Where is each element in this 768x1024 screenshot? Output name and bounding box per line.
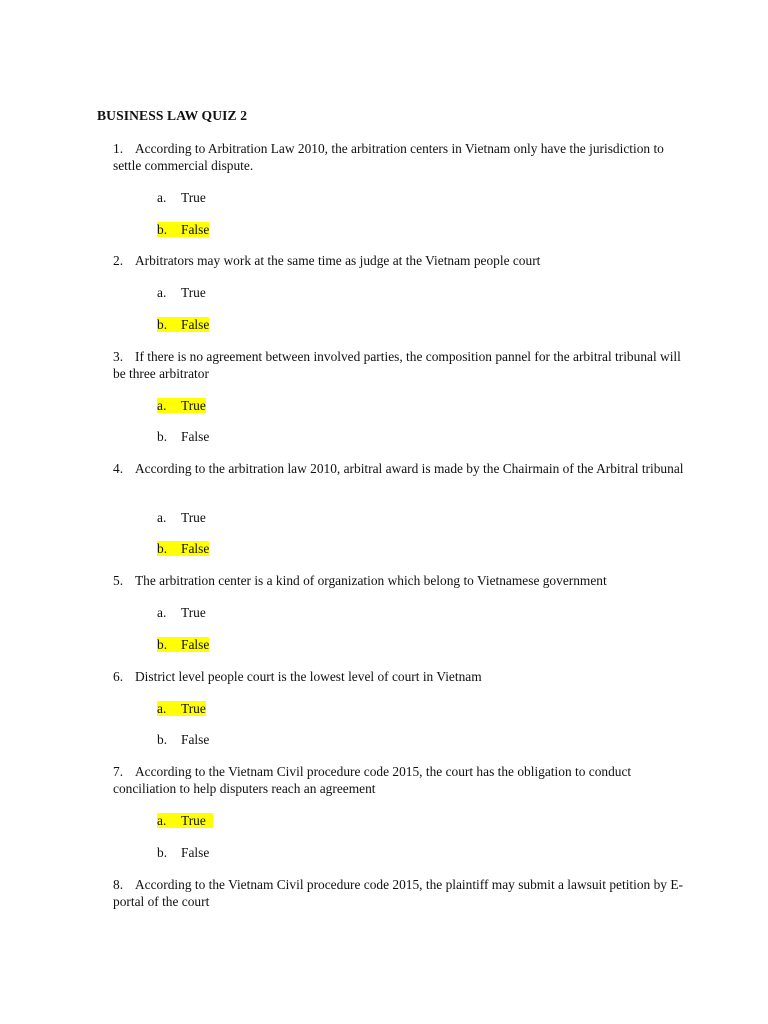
question-5-option-a bbox=[157, 604, 206, 621]
answer-highlight bbox=[157, 701, 206, 716]
question-4 bbox=[113, 460, 688, 477]
answer-highlight bbox=[157, 398, 206, 413]
option-letter: b. bbox=[157, 637, 168, 652]
option-letter: a. bbox=[157, 605, 167, 620]
option-letter: a. bbox=[157, 701, 167, 716]
question-7 bbox=[113, 763, 688, 797]
question-number: 6. bbox=[113, 669, 124, 684]
question-1 bbox=[113, 140, 688, 174]
page-title: BUSINESS LAW QUIZ 2 bbox=[97, 108, 248, 123]
question-3 bbox=[113, 348, 688, 382]
question-3-option-b bbox=[157, 428, 209, 445]
question-number: 7. bbox=[113, 764, 124, 779]
question-number: 2. bbox=[113, 253, 124, 268]
option-letter: b. bbox=[157, 317, 168, 332]
question-number: 4. bbox=[113, 461, 124, 476]
question-7-option-b bbox=[157, 844, 209, 861]
question-4-option-b bbox=[157, 540, 209, 557]
question-2-option-b bbox=[157, 316, 209, 333]
option-letter: a. bbox=[157, 813, 167, 828]
option-label: False bbox=[181, 429, 210, 444]
option-label: True bbox=[181, 510, 206, 525]
question-3-option-a bbox=[157, 397, 206, 414]
question-8 bbox=[113, 876, 688, 910]
question-5 bbox=[113, 572, 688, 589]
answer-highlight bbox=[157, 813, 213, 828]
answer-highlight bbox=[157, 222, 209, 237]
option-letter: b. bbox=[157, 429, 168, 444]
option-label: False bbox=[181, 845, 210, 860]
option-label: False bbox=[181, 317, 210, 332]
option-letter: a. bbox=[157, 285, 167, 300]
question-text: The arbitration center is a kind of organization which belong to Vietnamese government bbox=[135, 573, 607, 588]
option-letter: a. bbox=[157, 398, 167, 413]
option-label: True bbox=[181, 190, 206, 205]
option-label: False bbox=[181, 541, 210, 556]
question-6-option-b bbox=[157, 731, 209, 748]
option-label: True bbox=[181, 285, 206, 300]
question-number: 3. bbox=[113, 349, 124, 364]
option-label: False bbox=[181, 222, 210, 237]
option-letter: b. bbox=[157, 222, 168, 237]
answer-highlight bbox=[157, 541, 209, 556]
option-letter: a. bbox=[157, 510, 167, 525]
question-text: According to the arbitration law 2010, arbitral award is made by the Chairmain of the Arbitral tribunal bbox=[135, 461, 684, 476]
question-text: Arbitrators may work at the same time as judge at the Vietnam people court bbox=[135, 253, 541, 268]
question-text: If there is no agreement between involved parties, the composition pannel for the arbitral tribunal will be three arbitrator bbox=[113, 349, 681, 381]
question-1-option-b bbox=[157, 221, 209, 238]
question-5-option-b bbox=[157, 636, 209, 653]
answer-highlight bbox=[157, 637, 209, 652]
option-letter: a. bbox=[157, 190, 167, 205]
question-number: 8. bbox=[113, 877, 124, 892]
question-6-option-a bbox=[157, 700, 206, 717]
question-text: According to Arbitration Law 2010, the arbitration centers in Vietnam only have the jurisdiction to settle commercial dispute. bbox=[113, 141, 664, 173]
option-label: True bbox=[181, 701, 206, 716]
option-letter: b. bbox=[157, 541, 168, 556]
question-text: According to the Vietnam Civil procedure code 2015, the court has the obligation to conduct conciliation to help disputers reach an agreement bbox=[113, 764, 632, 796]
question-7-option-a bbox=[157, 812, 213, 829]
option-label: False bbox=[181, 732, 210, 747]
question-number: 5. bbox=[113, 573, 124, 588]
option-label: False bbox=[181, 637, 210, 652]
option-letter: b. bbox=[157, 845, 168, 860]
question-2 bbox=[113, 252, 688, 269]
option-letter: b. bbox=[157, 732, 168, 747]
question-text: District level people court is the lowest level of court in Vietnam bbox=[135, 669, 482, 684]
question-6 bbox=[113, 668, 688, 685]
question-4-option-a bbox=[157, 509, 206, 526]
question-number: 1. bbox=[113, 141, 124, 156]
answer-highlight bbox=[157, 317, 209, 332]
option-label: True bbox=[181, 605, 206, 620]
option-label: True bbox=[181, 813, 206, 828]
question-2-option-a bbox=[157, 284, 206, 301]
question-1-option-a bbox=[157, 189, 206, 206]
option-label: True bbox=[181, 398, 206, 413]
question-text: According to the Vietnam Civil procedure code 2015, the plaintiff may submit a lawsuit petition by E-portal of the court bbox=[113, 877, 683, 909]
